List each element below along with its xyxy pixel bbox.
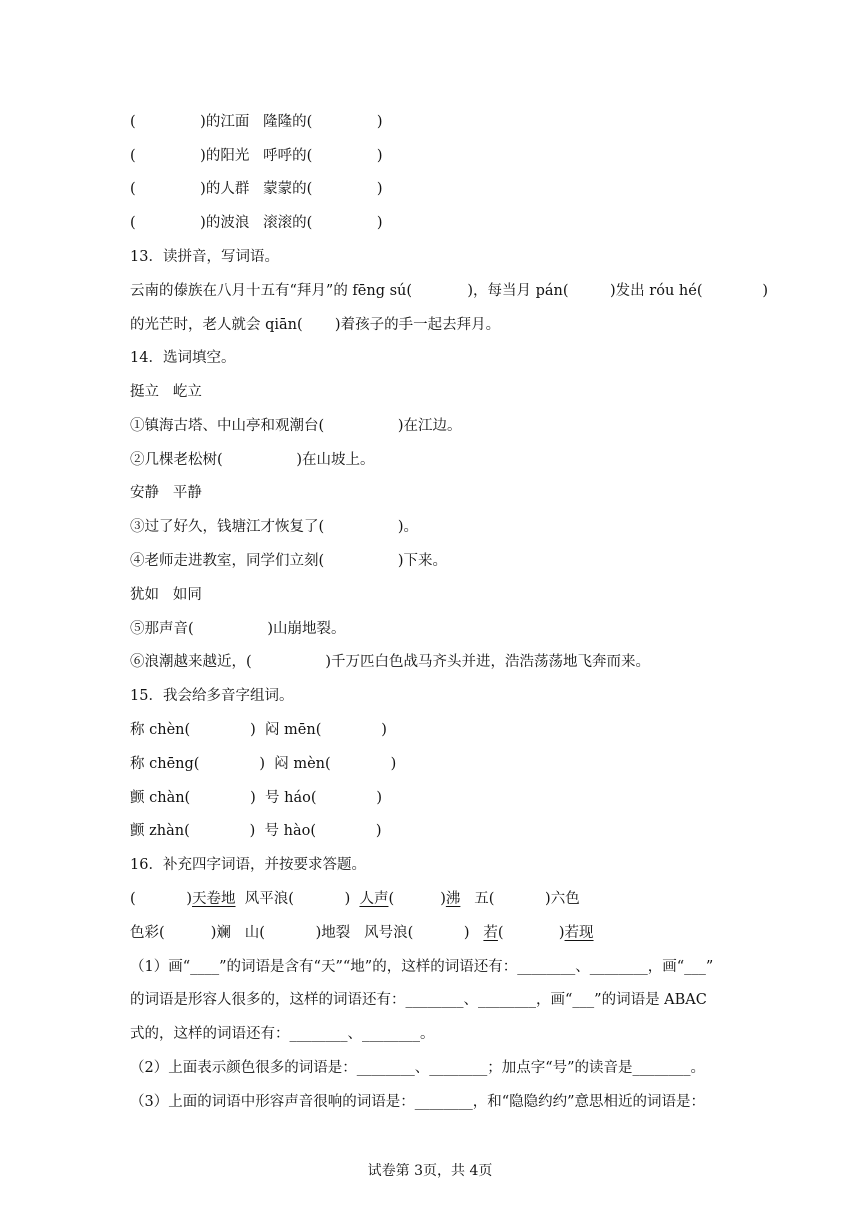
word-pair-line-1: ( )的江面 隆隆的( ): [130, 114, 383, 130]
question-14-title: 14．选词填空。: [130, 350, 236, 366]
idiom-text: 色彩( )斓 山( )地裂 风号浪( ): [130, 925, 484, 941]
word-choice-group-1: 挺立 屹立: [130, 384, 202, 400]
fill-item-4: ④老师走进教室，同学们立刻( )下来。: [130, 553, 448, 569]
underlined-idiom-text: 若: [483, 925, 498, 941]
underlined-idiom-text: 人声: [359, 891, 389, 907]
fill-item-1: ①镇海古塔、中山亭和观潮台( )在江边。: [130, 418, 462, 434]
question-13-line-2: 的光芒时，老人就会 qiān( )着孩子的手一起去拜月。: [130, 317, 501, 333]
question-13-line-1: 云南的傣族在八月十五有“拜月”的 fēng sú( )，每当月 pán( )发出 róu hé( ): [130, 283, 769, 299]
sub-question-1-line-2: 的词语是形容人很多的，这样的词语还有：________、________，画“___”的词语是 ABAC: [130, 992, 707, 1008]
idiom-text: 五( )六色: [460, 891, 580, 907]
word-pair-line-4: ( )的波浪 滚滚的( ): [130, 215, 383, 231]
polyphone-row-2: 称 chēng( ) 闷 mèn( ): [130, 756, 397, 772]
underlined-idiom-text: 沸: [445, 891, 461, 907]
word-pair-line-3: ( )的人群 蒙蒙的( ): [130, 181, 383, 197]
idiom-text: 风平浪( ): [235, 891, 360, 907]
polyphone-row-1: 称 chèn( ) 闷 mēn( ): [130, 722, 387, 738]
sub-question-1-line-1: （1）画“____”的词语是含有“天”“地”的，这样的词语还有：________、________，画“___”: [130, 959, 714, 975]
question-13-title: 13．读拼音，写词语。: [130, 249, 279, 265]
underlined-idiom-text: 若现: [564, 925, 594, 941]
polyphone-row-3: 颤 chàn( ) 号 háo( ): [130, 790, 383, 806]
word-pair-line-2: ( )的阳光 呼呼的( ): [130, 148, 383, 164]
underlined-idiom-text: 天卷地: [192, 891, 236, 907]
sub-question-1-line-3: 式的，这样的词语还有：________、________。: [130, 1026, 435, 1042]
question-15-title: 15．我会给多音字组词。: [130, 688, 294, 704]
fill-item-3: ③过了好久，钱塘江才恢复了( )。: [130, 519, 419, 535]
question-16-title: 16．补充四字词语，并按要求答题。: [130, 857, 366, 873]
fill-item-6: ⑥浪潮越来越近，( )千万匹白色战马齐头并进，浩浩荡荡地飞奔而来。: [130, 654, 651, 670]
sub-question-3: （3）上面的词语中形容声音很响的词语是：________，和“隐隐约约”意思相近的词语是：: [130, 1094, 706, 1110]
fill-item-2: ②几棵老松树( )在山坡上。: [130, 452, 375, 468]
idiom-row-2: [130, 923, 594, 943]
word-choice-group-2: 安静 平静: [130, 485, 202, 501]
fill-item-5: ⑤那声音( )山崩地裂。: [130, 621, 346, 637]
idiom-row-1: [130, 889, 580, 909]
idiom-blank: ( ): [497, 925, 565, 941]
sub-question-2: （2）上面表示颜色很多的词语是：________、________；加点字“号”的读音是________。: [130, 1060, 706, 1076]
polyphone-row-4: 颤 zhàn( ) 号 hào( ): [130, 823, 382, 839]
word-choice-group-3: 犹如 如同: [130, 587, 202, 603]
idiom-blank: ( ): [388, 891, 446, 907]
idiom-blank: ( ): [130, 891, 193, 907]
page-footer: 试卷第 3页，共 4页: [367, 1163, 493, 1179]
